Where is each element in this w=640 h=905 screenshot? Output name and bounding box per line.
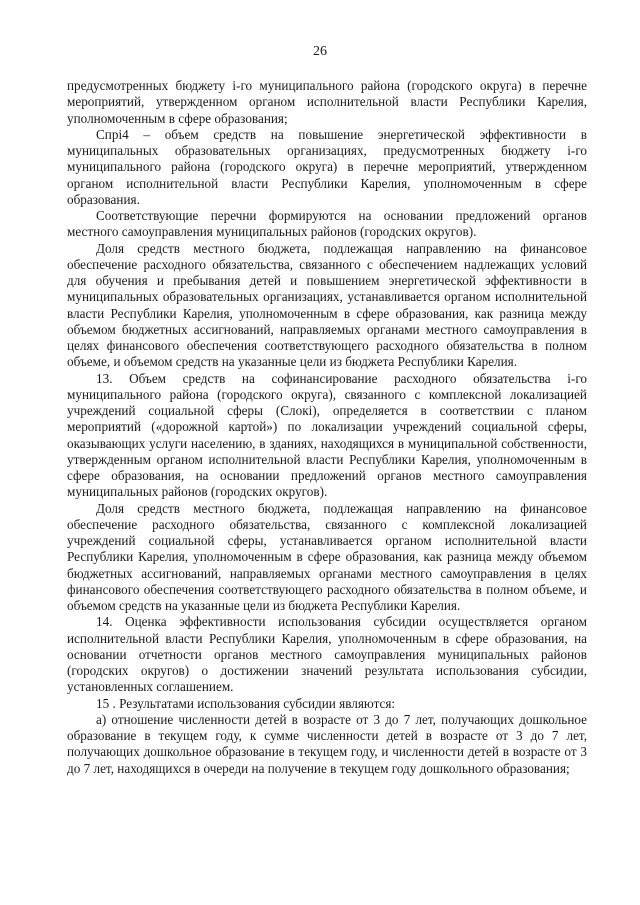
document-body xyxy=(67,78,587,777)
paragraph-item-15-a: а) отношение численности детей в возрасте от 3 до 7 лет, получающих дошкольное образование в текущем году, к сумме численности детей в возрасте от 3 до 7 лет, получающих дошкольное образование в текущем году, и численности детей в возрасте от 3 до 7 лет, находящихся в очереди на получение в текущем году дошкольного образования; xyxy=(67,711,587,776)
paragraph-lists-formation: Соответствующие перечни формируются на основании предложений органов местного самоуправления муниципальных районов (городских округов). xyxy=(67,208,587,240)
paragraph-continuation: предусмотренных бюджету i-го муниципального района (городского округа) в перечне мероприятий, утвержденном органом исполнительной власти Республики Карелия, уполномоченным в сфере образования; xyxy=(67,78,587,126)
paragraph-energy-efficiency-definition: Спрi4 – объем средств на повышение энергетической эффективности в муниципальных образовательных организациях, предусмотренных бюджету i-го муниципального района (городского округа) в перечне мероприятий, утвержденном органом исполнительной власти Республики Карелия, уполномоченным в сфере образования. xyxy=(67,126,587,207)
paragraph-local-budget-share-social: Доля средств местного бюджета, подлежащая направлению на финансовое обеспечение расходного обязательства, связанного с комплексной локализацией учреждений социальной сферы, устанавливается органом исполнительной власти Республики Карелия, уполномоченным в сфере образования, как разница между объемом бюджетных ассигнований, направляемых органами местного самоуправления в целях финансового обеспечения соответствующего расходного обязательства в полном объеме, и объемом средств на указанные цели из бюджета Республики Карелия. xyxy=(67,500,587,613)
paragraph-item-14: 14. Оценка эффективности использования субсидии осуществляется органом исполнительной власти Республики Карелия, уполномоченным в сфере образования, на основании отчетности органов местного самоуправления муниципальных районов (городских округов) о достижении значений результата использования субсидии, установленных соглашением. xyxy=(67,614,587,695)
paragraph-item-15: 15 . Результатами использования субсидии являются: xyxy=(96,695,396,711)
paragraph-item-13: 13. Объем средств на софинансирование расходного обязательства i-го муниципального района (городского округа), связанного с комплексной локализацией учреждений социальной сферы (Слокi), определяется в соответствии с планом мероприятий («дорожной картой») по локализации учреждений социальной сферы, оказывающих услуги населению, в зданиях, находящихся в муниципальной собственности, утвержденным органом исполнительной власти Республики Карелия, уполномоченным в сфере образования, на основании предложений органов местного самоуправления муниципальных районов (городских округов). xyxy=(67,370,587,500)
page-number: 26 xyxy=(313,44,327,59)
paragraph-local-budget-share-education: Доля средств местного бюджета, подлежащая направлению на финансовое обеспечение расходного обязательства, связанного с обеспечением надлежащих условий для обучения и пребывания детей и повышением энергетической эффективности в муниципальных образовательных организациях, устанавливается органом исполнительной власти Республики Карелия, уполномоченным в сфере образования, как разница между объемом бюджетных ассигнований, направляемых органами местного самоуправления в целях финансового обеспечения соответствующего расходного обязательства в полном объеме, и объемом средств на указанные цели из бюджета Республики Карелия. xyxy=(67,240,587,370)
